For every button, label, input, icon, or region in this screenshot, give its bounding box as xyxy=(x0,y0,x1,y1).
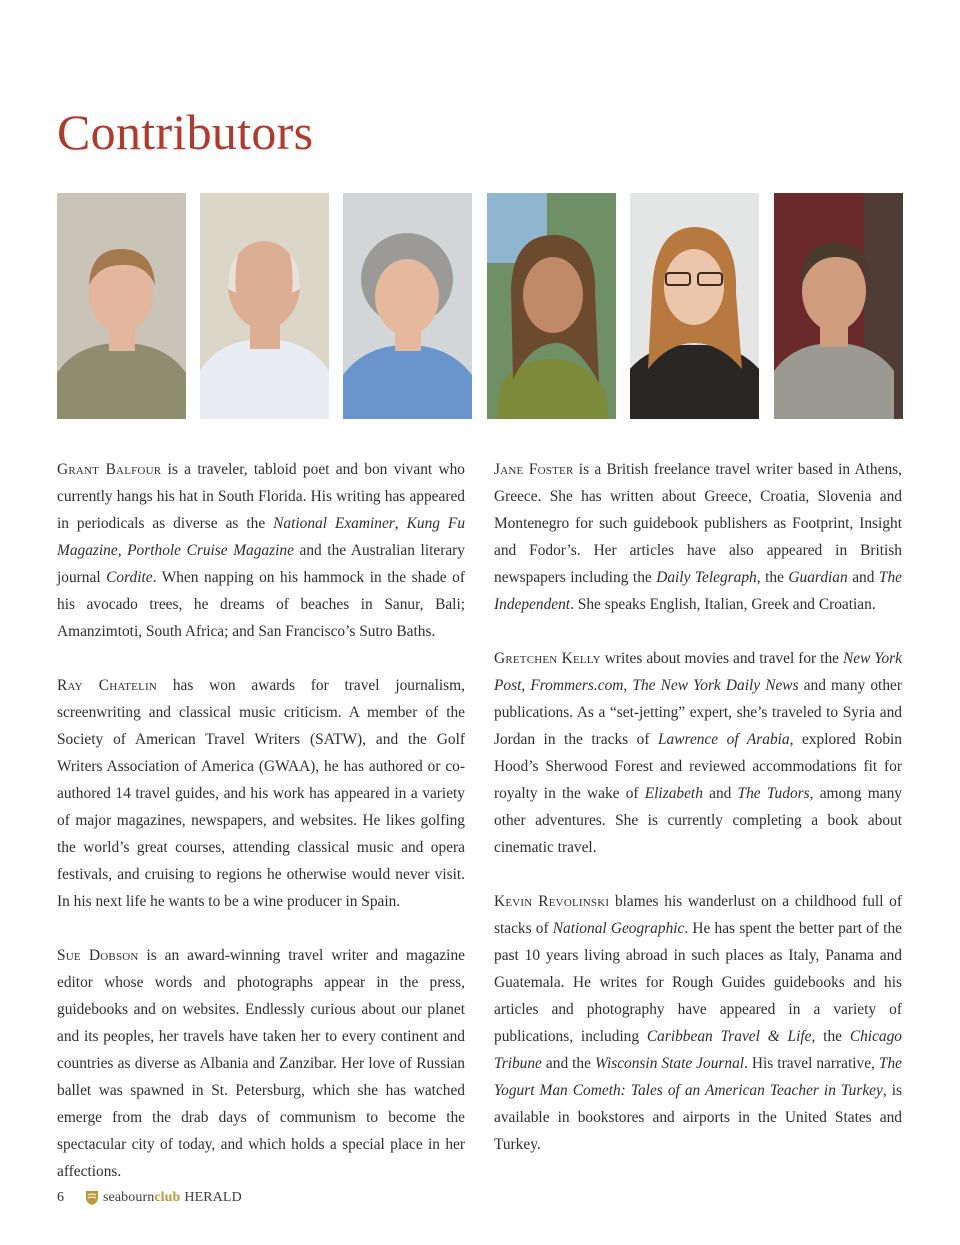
contributor-name: Kevin Revolinski xyxy=(494,893,610,910)
publication-title: Guardian xyxy=(788,569,848,586)
contributor-photo-ray-chatelin xyxy=(200,193,329,419)
page-footer xyxy=(57,1186,242,1210)
bio-sue-dobson: Sue Dobson is an award-winning travel writer and magazine editor whose words and photographs appear in the press, guidebooks and on websites. Endlessly curious about our planet and its peoples, her travels have taken her to every continent and countries as diverse as Albania and Zanzibar. Her love of Russian ballet was spawned in St. Petersburg, which she has watched emerge from the drab days of communism to become the spectacular city of today, and which holds a special place in her affections. xyxy=(57,947,465,1180)
seabourn-crest-icon xyxy=(85,1190,99,1206)
page-number: 6 xyxy=(57,1190,64,1205)
bio-jane-foster: Jane Foster is a British freelance travel writer based in Athens, Greece. She has written about Greece, Croatia, Slovenia and Montenegro for such guidebook publishers as Footprint, Insight and Fodor’s. Her articles have also appeared in British newspapers including the Daily Telegraph, the Guardian and The Independent. She speaks English, Italian, Greek and Croatian. xyxy=(494,461,902,613)
publication-title: Wisconsin State Journal xyxy=(594,1055,745,1072)
publication-title: Porthole Cruise Magazine xyxy=(127,542,294,559)
contributor-photo-jane-foster xyxy=(487,193,616,419)
film-title: Lawrence of Arabia xyxy=(658,731,790,748)
contributor-name: Ray Chatelin xyxy=(57,677,158,694)
publication-title: National Examiner xyxy=(273,515,395,532)
publication-title: Cordite xyxy=(106,569,153,586)
bio-column-right xyxy=(494,456,902,1185)
contributor-name: Jane Foster xyxy=(494,461,574,478)
contributor-name: Gretchen Kelly xyxy=(494,650,601,667)
sue-dobson-portrait-icon xyxy=(343,193,472,419)
publication-title: Caribbean Travel & Life xyxy=(646,1028,812,1045)
publication-title: The New York Daily News xyxy=(632,677,799,694)
gretchen-kelly-portrait-icon xyxy=(630,193,759,419)
contributor-photo-gretchen-kelly xyxy=(630,193,759,419)
contributor-photo-kevin-revolinski xyxy=(774,193,903,419)
publication-title: Chicago Tribune xyxy=(494,1028,902,1072)
contributor-photo-row xyxy=(57,193,903,419)
publication-title: National Geographic xyxy=(552,920,685,937)
bio-column-left xyxy=(57,456,465,1212)
magazine-brand: seabournclub HERALD xyxy=(103,1190,242,1205)
bio-kevin-revolinski: Kevin Revolinski blames his wanderlust on a childhood full of stacks of National Geographic. He has spent the better part of the past 10 years living abroad in such places as Italy, Panama and Guatemala. He writes for Rough Guides guidebooks and his articles and photography have appeared in a variety of publications, including Caribbean Travel & Life, the Chicago Tribune and the Wisconsin State Journal. His travel narrative, The Yogurt Man Cometh: Tales of an American Teacher in Turkey, is available in bookstores and airports in the United States and Turkey. xyxy=(494,893,903,1153)
book-title: The Yogurt Man Cometh: Tales of an American Teacher in Turkey xyxy=(494,1055,902,1099)
bio-ray-chatelin: Ray Chatelin has won awards for travel journalism, screenwriting and classical music criticism. A member of the Society of American Travel Writers (SATW), and the Golf Writers Association of America (GWAA), he has authored or co-authored 14 travel guides, and his work has appeared in a variety of major magazines, newspapers, and websites. He likes golfing the world’s great courses, attending classical music and opera festivals, and cruising to regions he otherwise would never visit. In his next life he wants to be a wine producer in Spain. xyxy=(57,677,465,910)
bio-grant-balfour: Grant Balfour is a traveler, tabloid poet and bon vivant who currently hangs his hat in South Florida. His writing has appeared in periodicals as diverse as the National Examiner, Kung Fu Magazine, Porthole Cruise Magazine and the Australian literary journal Cordite. When napping on his hammock in the shade of his avocado trees, he dreams of beaches in Sanur, Bali; Amanzimtoti, South Africa; and San Francisco’s Sutro Baths. xyxy=(57,461,466,640)
ray-chatelin-portrait-icon xyxy=(200,193,329,419)
publication-title: Kung Fu Magazine xyxy=(57,515,466,559)
bio-gretchen-kelly: Gretchen Kelly writes about movies and travel for the New York Post, Frommers.com, The New York Daily News and many other publications. As a “set-jetting” expert, she’s traveled to Syria and Jordan in the tracks of Lawrence of Arabia, explored Robin Hood’s Sherwood Forest and reviewed accommodations fit for royalty in the wake of Elizabeth and The Tudors, among many other adventures. She is currently completing a book about cinematic travel. xyxy=(494,650,902,856)
publication-title: Frommers.com xyxy=(530,677,624,694)
contributor-name: Sue Dobson xyxy=(57,947,139,964)
jane-foster-portrait-icon xyxy=(487,193,616,419)
publication-title: The Independent xyxy=(494,569,902,613)
grant-balfour-portrait-icon xyxy=(57,193,186,419)
publication-title: New York Post xyxy=(494,650,902,694)
page-title: Contributors xyxy=(57,104,314,160)
publication-title: Daily Telegraph xyxy=(656,569,757,586)
contributor-photo-grant-balfour xyxy=(57,193,186,419)
film-title: The Tudors xyxy=(737,785,810,802)
contributor-name: Grant Balfour xyxy=(57,461,162,478)
contributor-photo-sue-dobson xyxy=(343,193,472,419)
kevin-revolinski-portrait-icon xyxy=(774,193,903,419)
film-title: Elizabeth xyxy=(644,785,703,802)
